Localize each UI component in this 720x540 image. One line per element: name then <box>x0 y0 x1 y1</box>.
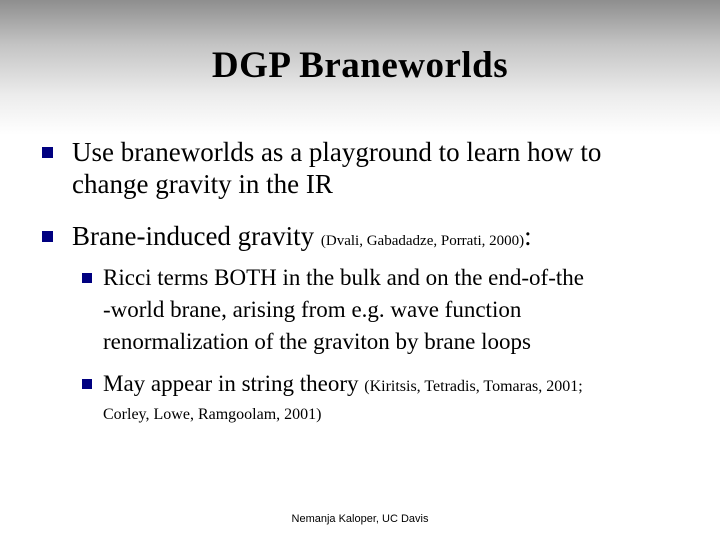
bullet-square-icon <box>42 231 53 242</box>
bullet-square-icon <box>42 147 53 158</box>
slide-footer: Nemanja Kaloper, UC Davis <box>291 513 429 525</box>
bullet-2-citation: (Dvali, Gabadadze, Porrati, 2000) <box>320 233 525 249</box>
subbullet-1-line-1: Ricci terms BOTH in the bulk and on the end-of-the <box>103 265 584 290</box>
bullet-square-icon <box>82 379 92 389</box>
subbullet-1-line-3: renormalization of the graviton by brane loops <box>103 329 531 354</box>
subbullet-1-line-2: -world brane, arising from e.g. wave function <box>103 297 522 322</box>
subbullet-2-citation-line-2: Corley, Lowe, Ramgoolam, 2001) <box>103 406 322 423</box>
bullet-1-line-1: Use braneworlds as a playground to learn how to <box>72 137 602 167</box>
bullet-square-icon <box>82 273 92 283</box>
subbullet-2-citation-line-1: (Kiritsis, Tetradis, Tomaras, 2001; <box>364 378 583 395</box>
bullet-1-line-2: change gravity in the IR <box>72 169 333 199</box>
subbullet-2-text: May appear in string theory <box>103 371 365 396</box>
slide-title: DGP Braneworlds <box>211 45 509 86</box>
bullet-2-suffix: : <box>524 221 532 251</box>
bullet-2-text: Brane-induced gravity <box>72 221 321 251</box>
